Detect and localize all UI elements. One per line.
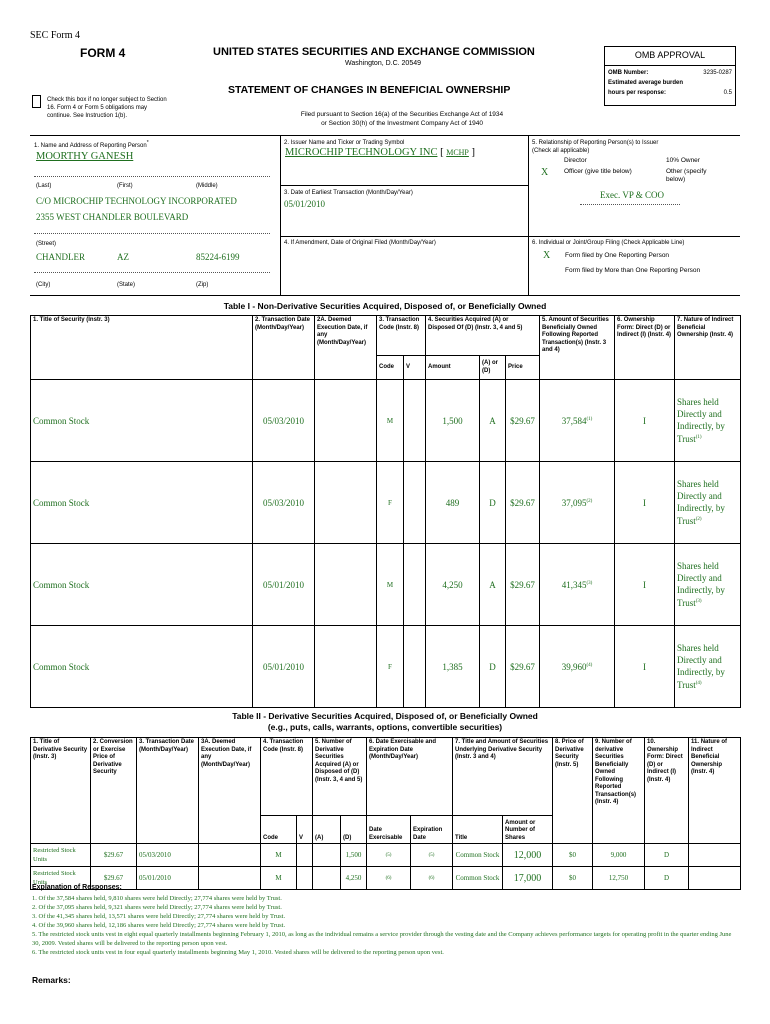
t1-h-price: Price: [506, 356, 540, 380]
t2-form: D: [645, 844, 689, 867]
explanation-item: 1. Of the 37,584 shares held, 9,810 shares were held Directly; 27,774 shares were held by Trust.: [32, 895, 282, 902]
middle-label: (Middle): [196, 183, 218, 189]
t2-derivative-price: $0: [553, 867, 593, 890]
t1-ad: D: [480, 462, 506, 544]
city-label: (City): [36, 282, 51, 288]
t2-h-d: (D): [341, 816, 367, 844]
t1-owned: [540, 462, 615, 544]
omb-details: [605, 66, 735, 100]
t2-expiration: (6): [411, 867, 453, 890]
t2-v: [297, 867, 313, 890]
t2-owned: 9,000: [593, 844, 645, 867]
t2-d: 1,500: [341, 844, 367, 867]
ten-pct-owner-label: 10% Owner: [666, 157, 700, 164]
t1-ad: A: [480, 544, 506, 626]
t1-v: [404, 462, 426, 544]
more-person-label: Form filed by More than One Reporting Person: [565, 267, 701, 274]
explanation-item: 5. The restricted stock units vest in eight equal quarterly installments beginning February 1, 2010, as long as the individual remains a service provider through the vesting date and the Company achieves performance targets for operating profit in the quarter ending June 30, 2009. Vested shares will be delivered to the reporting person upon vest.: [32, 931, 732, 947]
t1-h-owned: 5. Amount of Securities Beneficially Owned Following Reported Transaction(s) (Instr. 3 and 4): [540, 316, 615, 380]
issuer-line: [285, 147, 475, 158]
t1-nature: [675, 462, 741, 544]
t2-underlying-amount: 17,000: [503, 867, 553, 890]
table1-row: [31, 544, 741, 626]
t1-h-acquired: 4. Securities Acquired (A) or Disposed Of (D) (Instr. 3, 4 and 5): [426, 316, 540, 356]
bracket-open: [: [440, 147, 444, 158]
t1-deemed: [315, 380, 377, 462]
t2-h-owned: 9. Number of derivative Securities Beneficially Owned Following Reported Transaction(s) (Instr. 4): [593, 738, 645, 844]
t1-amount: 489: [426, 462, 480, 544]
first-label: (First): [117, 183, 133, 189]
t2-date-exercisable: (5): [367, 844, 411, 867]
issuer-name: MICROCHIP TECHNOLOGY INC: [285, 147, 438, 158]
t1-h-title: 1. Title of Security (Instr. 3): [31, 316, 253, 380]
t1-amount: 1,500: [426, 380, 480, 462]
t1-code: M: [377, 544, 404, 626]
t1-amount: 1,385: [426, 626, 480, 708]
t1-date: 05/01/2010: [253, 544, 315, 626]
t1-h-aord: (A) or (D): [480, 356, 506, 380]
t1-h-code: 3. Transaction Code (Instr. 8): [377, 316, 426, 356]
t2-security-title: Restricted Stock Units: [31, 844, 91, 867]
t1-h-amount: Amount: [426, 356, 480, 380]
t1-v: [404, 380, 426, 462]
t1-amount: 4,250: [426, 544, 480, 626]
table2: [30, 737, 741, 890]
other-label: Other (specify below): [666, 168, 707, 183]
t2-underlying-title: Common Stock: [453, 867, 503, 890]
t2-date: 05/01/2010: [137, 867, 199, 890]
t1-owned-footnote: (3): [586, 581, 593, 586]
t1-code: M: [377, 380, 404, 462]
box5-label-text: 5. Relationship of Reporting Person(s) to Issuer: [532, 140, 659, 146]
officer-label: Officer (give title below): [564, 168, 632, 175]
remarks-title: Remarks:: [32, 975, 71, 985]
t1-form: I: [615, 462, 675, 544]
t1-owned-footnote: (4): [586, 663, 593, 668]
explanation-item: 3. Of the 41,345 shares held, 13,571 shares were held Directly; 27,774 shares were held by Trust.: [32, 913, 286, 920]
t2-expiration: (5): [411, 844, 453, 867]
t1-h-date: 2. Transaction Date (Month/Day/Year): [253, 316, 315, 380]
omb-hours: 0.5: [723, 90, 732, 96]
t2-h-date-ex: Date Exercisable: [367, 816, 411, 844]
t1-nature-text: Shares held Directly and Indirectly, by Trust: [677, 643, 725, 690]
t1-owned: [540, 626, 615, 708]
address-line1: C/O MICROCHIP TECHNOLOGY INCORPORATED: [36, 196, 237, 206]
t2-d: 4,250: [341, 867, 367, 890]
t1-h-form: 6. Ownership Form: Direct (D) or Indirect (I) (Instr. 4): [615, 316, 675, 380]
filed-pursuant-line1: Filed pursuant to Section 16(a) of the Securities Exchange Act of 1934: [300, 111, 504, 118]
box1-asterisk: *: [146, 140, 149, 146]
agency-city: Washington, D.C. 20549: [345, 60, 422, 67]
t2-h-exp: Expiration Date: [411, 816, 453, 844]
t1-v: [404, 544, 426, 626]
t1-price: $29.67: [506, 626, 540, 708]
t1-nature: [675, 626, 741, 708]
t2-h-v: V: [297, 816, 313, 844]
table1-row: [31, 626, 741, 708]
omb-number: 3235-0287: [703, 70, 732, 76]
t2-underlying-amount: 12,000: [503, 844, 553, 867]
t1-nature-footnote: (1): [695, 435, 702, 440]
omb-title: OMB APPROVAL: [605, 47, 735, 66]
box6-label: 6. Individual or Joint/Group Filing (Check Applicable Line): [532, 240, 685, 246]
ticker-symbol: MCHP: [446, 148, 469, 157]
t2-h-a: (A): [313, 816, 341, 844]
t2-h-utitle: Title: [453, 816, 503, 844]
officer-title: Exec. VP & COO: [600, 190, 664, 200]
t2-h-underlying: 7. Title and Amount of Securities Underlying Derivative Security (Instr. 3 and 4): [453, 738, 553, 816]
t1-nature-footnote: (4): [695, 681, 702, 686]
t2-date: 05/03/2010: [137, 844, 199, 867]
t2-price: $29.67: [91, 844, 137, 867]
table1-row: [31, 462, 741, 544]
box1-label: [34, 140, 149, 149]
t1-nature: [675, 544, 741, 626]
street-label: (Street): [36, 241, 57, 247]
t2-h-amount: Amount or Number of Shares: [503, 816, 553, 844]
t1-h-nature: 7. Nature of Indirect Beneficial Ownership (Instr. 4): [675, 316, 741, 380]
t1-deemed: [315, 462, 377, 544]
checkbox-text: Check this box if no longer subject to Section 16. Form 4 or Form 5 obligations may continue. See Instruction 1(b).: [47, 97, 167, 119]
explanation-title: Explanation of Responses:: [32, 884, 122, 891]
t2-h-date: 3. Transaction Date (Month/Day/Year): [137, 738, 199, 844]
t1-code: F: [377, 626, 404, 708]
t2-form: D: [645, 867, 689, 890]
table2-subtitle: (e.g., puts, calls, warrants, options, convertible securities): [267, 722, 503, 732]
t1-date: 05/03/2010: [253, 462, 315, 544]
explanation-item: 2. Of the 37,095 shares held, 9,321 shares were held Directly; 27,774 shares were held by Trust.: [32, 904, 282, 911]
address-line2: 2355 WEST CHANDLER BOULEVARD: [36, 212, 189, 222]
state-value: AZ: [117, 252, 129, 262]
no-longer-subject-checkbox[interactable]: [32, 95, 41, 108]
t1-ad: D: [480, 626, 506, 708]
table2-row: [31, 844, 741, 867]
box2-label: 2. Issuer Name and Ticker or Trading Symbol: [284, 140, 405, 146]
t1-owned: [540, 544, 615, 626]
t1-security-title: Common Stock: [31, 626, 253, 708]
t2-h-exercisable: 6. Date Exercisable and Expiration Date (Month/Day/Year): [367, 738, 453, 816]
box5-sublabel: (Check all applicable): [532, 147, 590, 154]
t1-v: [404, 626, 426, 708]
explanation-item: 4. Of the 39,960 shares held, 12,186 shares were held Directly; 27,774 shares were held by Trust.: [32, 922, 286, 929]
t2-nature: [689, 867, 741, 890]
t1-security-title: Common Stock: [31, 544, 253, 626]
t1-form: I: [615, 626, 675, 708]
t1-nature-text: Shares held Directly and Indirectly, by Trust: [677, 479, 725, 526]
last-label: (Last): [36, 183, 52, 189]
t1-deemed: [315, 626, 377, 708]
table2-title-text: Table II - Derivative Securities Acquired, Disposed of, or Beneficially Owned: [232, 711, 538, 721]
t1-price: $29.67: [506, 544, 540, 626]
t2-v: [297, 844, 313, 867]
t1-date: 05/03/2010: [253, 380, 315, 462]
t2-deemed: [199, 844, 261, 867]
t2-deemed: [199, 867, 261, 890]
one-person-checkmark: X: [543, 250, 551, 261]
t1-form: I: [615, 380, 675, 462]
zip-value: 85224-6199: [196, 252, 240, 262]
t1-owned-value: 37,584: [561, 416, 587, 426]
explanation-list: [32, 894, 732, 957]
form-title: FORM 4: [80, 46, 126, 60]
t2-h-code: 4. Transaction Code (Instr. 8): [261, 738, 313, 816]
filed-pursuant-line2: or Section 30(h) of the Investment Company Act of 1940: [321, 119, 483, 127]
t1-form: I: [615, 544, 675, 626]
t1-price: $29.67: [506, 380, 540, 462]
earliest-transaction-date: 05/01/2010: [284, 199, 326, 209]
t1-h-v: V: [404, 356, 426, 380]
t2-owned: 12,750: [593, 867, 645, 890]
t2-a: [313, 844, 341, 867]
agency-title: UNITED STATES SECURITIES AND EXCHANGE COMMISSION: [213, 46, 535, 58]
box5-label: [532, 140, 658, 155]
t1-owned-value: 41,345: [561, 580, 587, 590]
zip-label: (Zip): [196, 282, 209, 288]
city-value: CHANDLER: [36, 252, 85, 262]
table1-title: Table I - Non-Derivative Securities Acquired, Disposed of, or Beneficially Owned: [223, 301, 547, 311]
t1-owned: [540, 380, 615, 462]
t1-nature-footnote: (2): [695, 517, 702, 522]
t2-date-exercisable: (6): [367, 867, 411, 890]
t2-nature: [689, 844, 741, 867]
t1-date: 05/01/2010: [253, 626, 315, 708]
t2-h-price: 8. Price of Derivative Security (Instr. 5): [553, 738, 593, 844]
state-label: (State): [117, 282, 136, 288]
t2-h-nature: 11. Nature of Indirect Beneficial Ownership (Instr. 4): [689, 738, 741, 844]
t2-h-title: 1. Title of Derivative Security (Instr. 3): [31, 738, 91, 844]
t2-underlying-title: Common Stock: [453, 844, 503, 867]
t1-deemed: [315, 544, 377, 626]
t1-owned-footnote: (1): [586, 417, 593, 422]
sec-form-label: SEC Form 4: [30, 30, 81, 41]
table2-title: [30, 711, 740, 733]
t2-security-title: Restricted Stock Units: [31, 867, 91, 890]
t1-h-deemed: 2A. Deemed Execution Date, if any (Month/Day/Year): [315, 316, 377, 380]
t1-ad: A: [480, 380, 506, 462]
omb-burden-label: Estimated average burden: [608, 80, 684, 86]
t2-h-number: 5. Number of Derivative Securities Acquired (A) or Disposed of (D) (Instr. 3, 4 and 5): [313, 738, 367, 816]
t1-nature-footnote: (3): [695, 599, 702, 604]
t2-code: M: [261, 844, 297, 867]
table1-row: [31, 380, 741, 462]
omb-number-label: OMB Number:: [608, 70, 649, 76]
t2-a: [313, 867, 341, 890]
t1-h-code-sub: Code: [377, 356, 404, 380]
explanation-item: 6. The restricted stock units vest in four equal quarterly installments beginning May 1, 2010. Vested shares will be delivered to the reporting person upon vest.: [32, 949, 444, 956]
t1-nature-text: Shares held Directly and Indirectly, by Trust: [677, 561, 725, 608]
t1-code: F: [377, 462, 404, 544]
statement-title: STATEMENT OF CHANGES IN BENEFICIAL OWNERSHIP: [228, 84, 511, 96]
t1-nature: [675, 380, 741, 462]
t2-h-form: 10. Ownership Form: Direct (D) or Indirect (I) (Instr. 4): [645, 738, 689, 844]
t1-owned-value: 39,960: [561, 662, 587, 672]
t1-owned-footnote: (2): [586, 499, 593, 504]
filed-pursuant: [272, 111, 532, 128]
box3-label: 3. Date of Earliest Transaction (Month/Day/Year): [284, 190, 413, 196]
one-person-label: Form filed by One Reporting Person: [565, 252, 670, 259]
omb-approval-box: [604, 46, 736, 106]
t1-security-title: Common Stock: [31, 462, 253, 544]
box4-label: 4. If Amendment, Date of Original Filed (Month/Day/Year): [284, 240, 436, 246]
t2-h-code-sub: Code: [261, 816, 297, 844]
t2-h-deemed: 3A. Deemed Execution Date, if any (Month/Day/Year): [199, 738, 261, 844]
t2-h-conv: 2. Conversion or Exercise Price of Derivative Security: [91, 738, 137, 844]
t2-code: M: [261, 867, 297, 890]
t1-nature-text: Shares held Directly and Indirectly, by Trust: [677, 397, 725, 444]
box1-label-text: 1. Name and Address of Reporting Person: [34, 143, 147, 149]
t2-derivative-price: $0: [553, 844, 593, 867]
bracket-close: ]: [471, 147, 476, 158]
director-label: Director: [564, 157, 587, 164]
t1-security-title: Common Stock: [31, 380, 253, 462]
table2-row: [31, 867, 741, 890]
table1: [30, 315, 741, 708]
t1-owned-value: 37,095: [561, 498, 587, 508]
omb-hours-label: hours per response:: [608, 90, 667, 96]
officer-checkmark: X: [541, 167, 549, 178]
t1-price: $29.67: [506, 462, 540, 544]
t2-price: $29.67: [91, 867, 137, 890]
reporting-person-name: MOORTHY GANESH: [36, 151, 134, 162]
